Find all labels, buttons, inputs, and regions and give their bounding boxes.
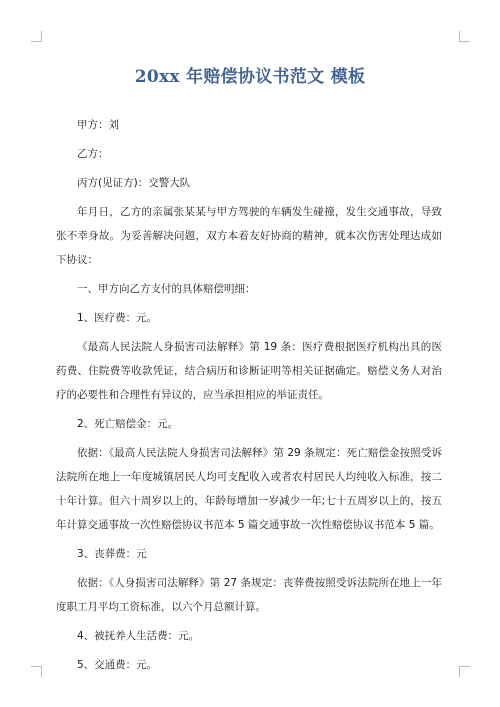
item-dependent-living-fee: 4、被抚养人生活费：元。 (77, 630, 200, 642)
intro-paragraph: 年月日，乙方的亲属张某某与甲方驾驶的车辆发生碰撞，发生交通事故，导致张不幸身故。为妥善解决问题，双方本着友好协商的精神，就本次伤害处理达成如下协议： (56, 206, 442, 266)
item-transport-fee: 5、交通费：元。 (77, 659, 158, 671)
party-c-line: 丙方(见证方)：交警大队 (77, 177, 191, 189)
section-heading-1: 一、甲方向乙方支付的具体赔偿明细： (77, 283, 256, 295)
crop-mark-top-left (31, 31, 42, 42)
death-compensation-basis: 依据：《最高人民法院人身损害司法解释》第 29 条规定：死亡赔偿金按照受诉法院所在地上一年度城镇居民人均可支配收入或者农村居民人均纯收入标准，按二十年计算。但六十周岁以上的，年龄每增加一岁减少一年;七十五周岁以上的，按五年计算交通事故一次性赔偿协议书范本 5 篇交通事故一次性赔偿协议书范本 5 篇。 (56, 447, 442, 531)
item-funeral-fee: 3、丧葬费：元 (77, 548, 147, 560)
item-death-compensation: 2、死亡赔偿金：元。 (77, 418, 179, 430)
crop-mark-bottom-left (31, 666, 42, 677)
document-title: 20xx 年赔偿协议书范文 模板 (134, 67, 366, 87)
item-medical-fee: 1、医疗费：元。 (77, 312, 158, 324)
crop-mark-bottom-right (459, 666, 470, 677)
document-body (56, 113, 442, 682)
party-b-line: 乙方： (77, 148, 109, 160)
funeral-fee-basis: 依据：《人身损害司法解释》第 27 条规定：丧葬费按照受诉法院所在地上一年度职工月平均工资标准，以六个月总额计算。 (56, 577, 442, 613)
crop-mark-top-right (459, 31, 470, 42)
medical-fee-basis: 《最高人民法院人身损害司法解释》第 19 条：医疗费根据医疗机构出具的医药费、住院费等收款凭证，结合病历和诊断证明等相关证据确定。赔偿义务人对治疗的必要性和合理性有异议的，应当承担相应的举证责任。 (56, 341, 442, 401)
party-a-line: 甲方：刘 (77, 119, 119, 131)
